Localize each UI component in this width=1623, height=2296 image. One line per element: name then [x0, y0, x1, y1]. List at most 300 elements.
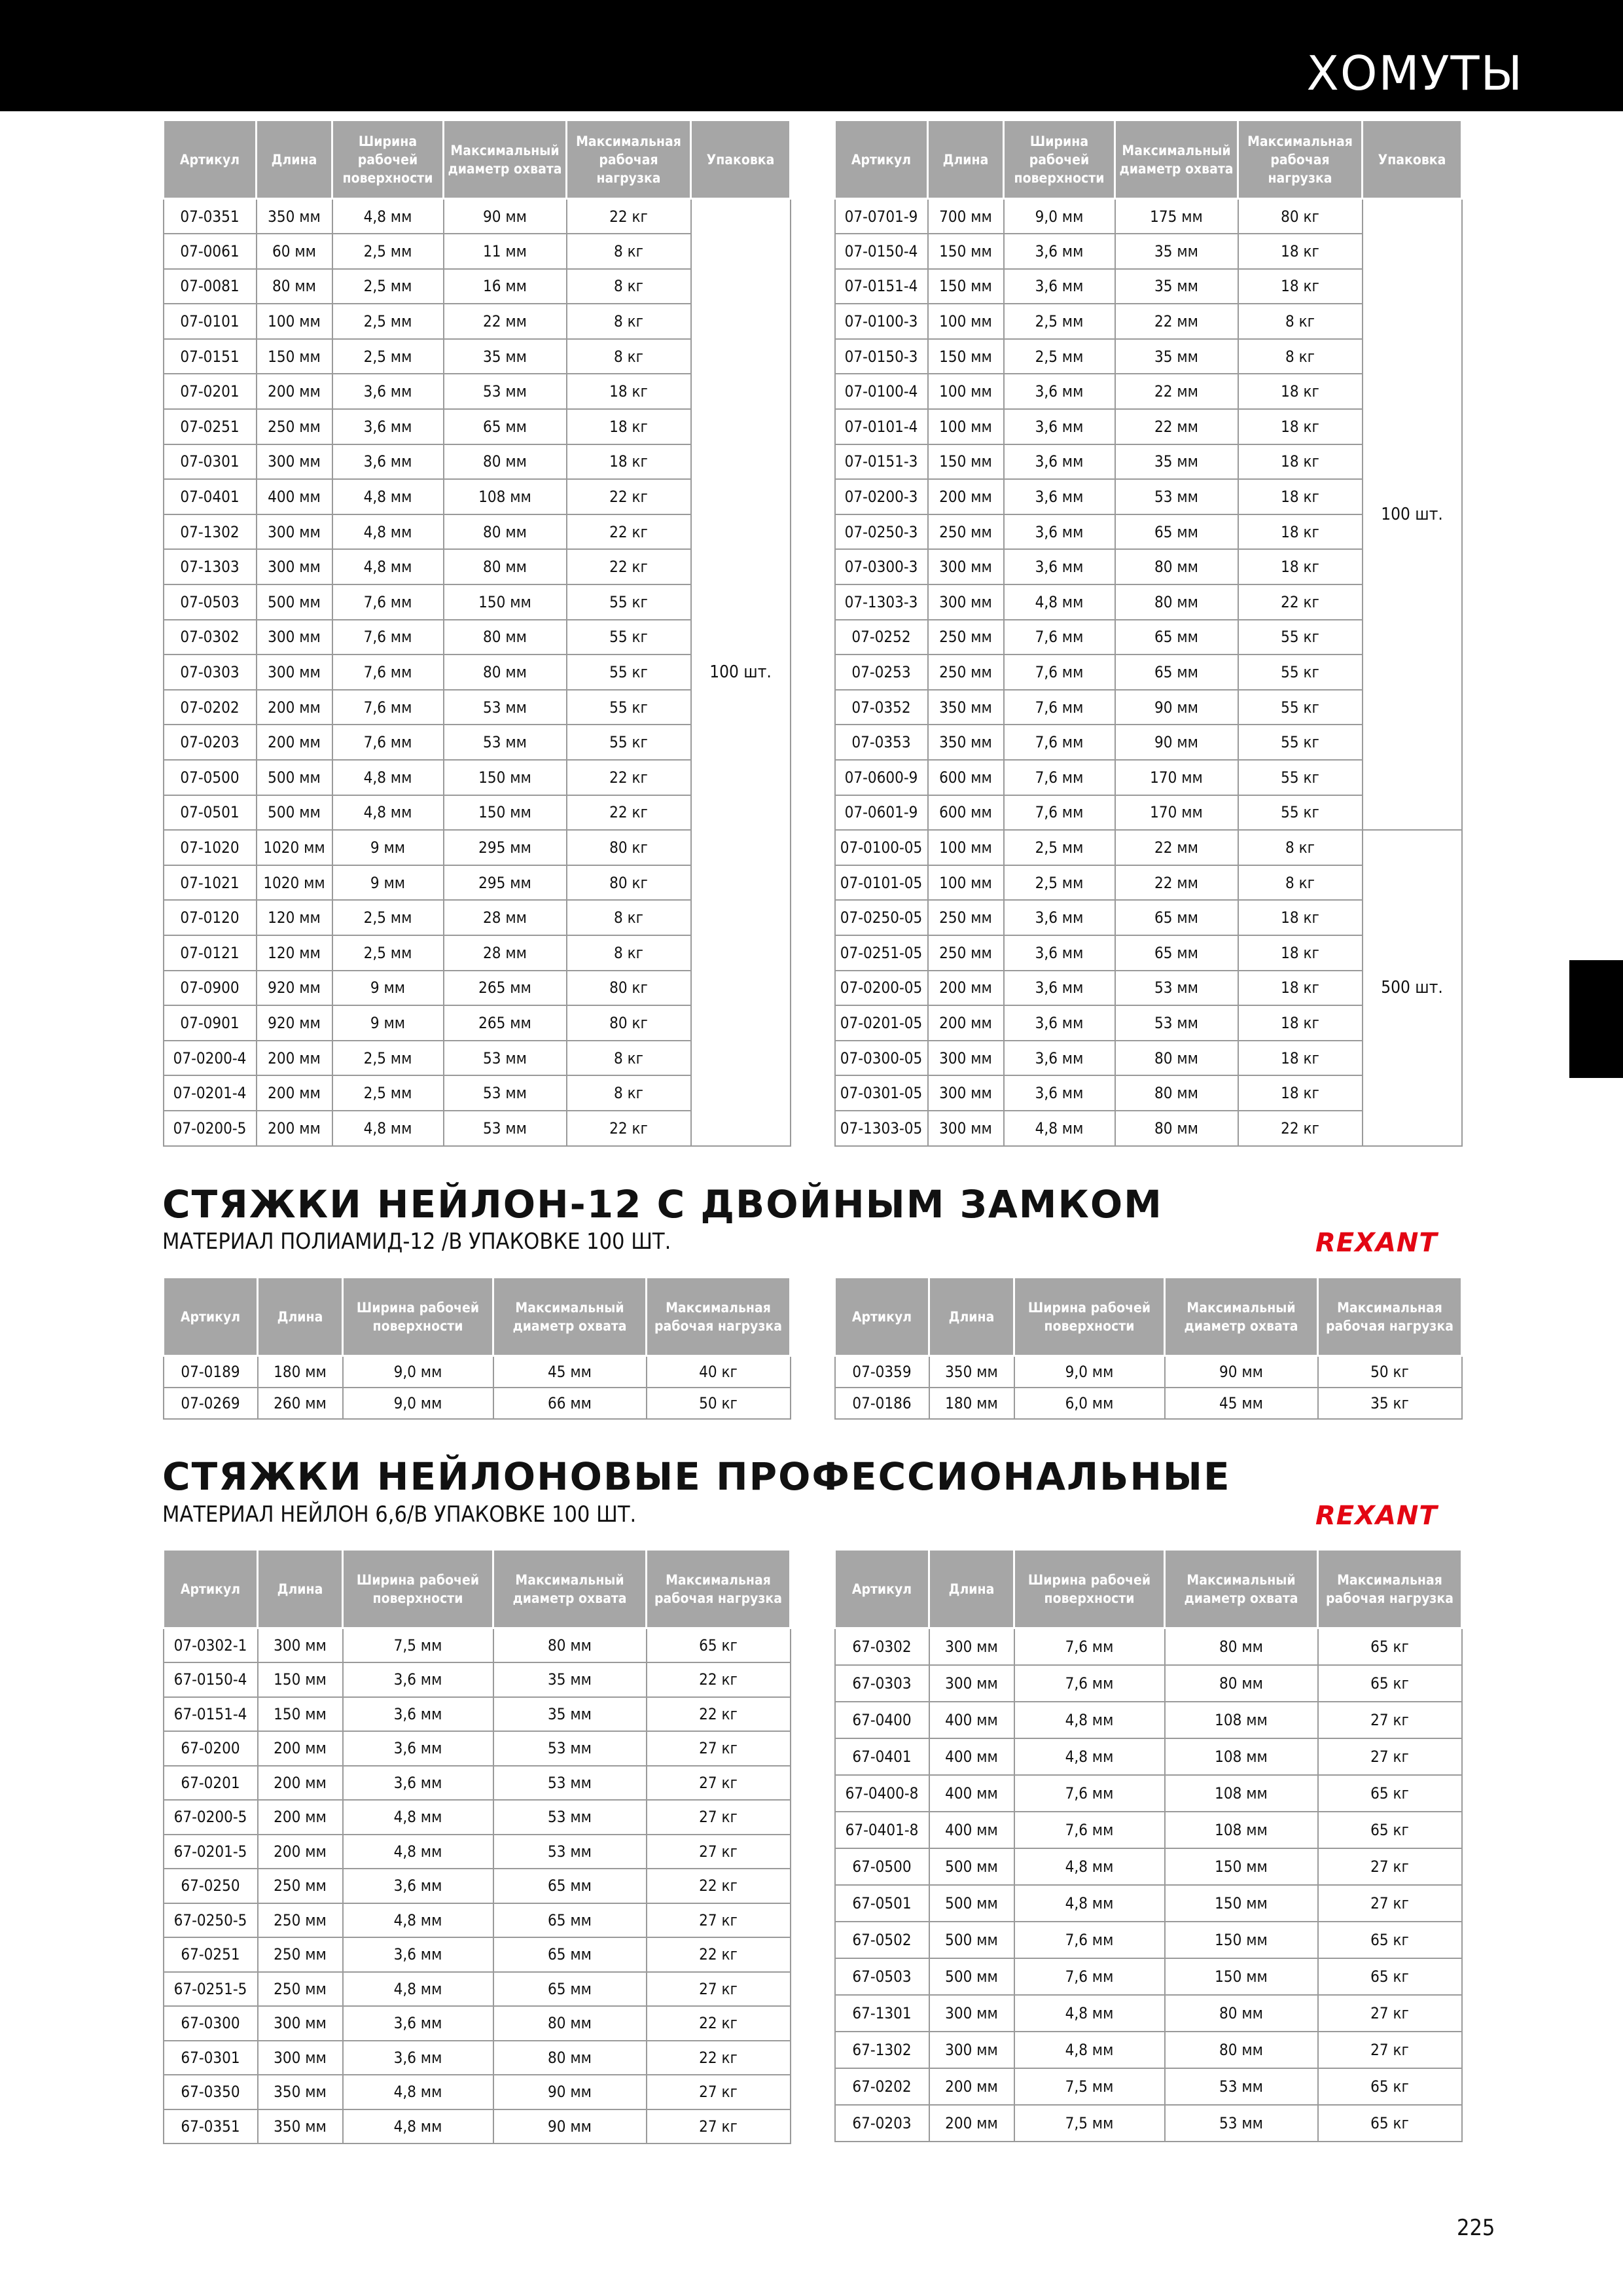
cell-article: 67-1301 — [835, 1995, 929, 2032]
cell-diameter: 175 мм — [1115, 199, 1238, 234]
cell-load: 22 кг — [1238, 1111, 1363, 1146]
cell-length: 200 мм — [257, 374, 332, 409]
cell-length: 250 мм — [258, 1972, 343, 2007]
cell-width: 7,6 мм — [1004, 760, 1115, 795]
cell-length: 150 мм — [928, 269, 1004, 304]
cell-article: 07-1303 — [164, 549, 257, 584]
cell-article: 07-0500 — [164, 760, 257, 795]
table-row — [835, 1665, 1462, 1702]
table-row — [835, 1356, 1462, 1388]
cell-diameter: 80 мм — [444, 514, 567, 550]
cell-width: 7,6 мм — [1004, 620, 1115, 655]
cell-article: 07-0151 — [164, 339, 257, 374]
cell-width: 3,6 мм — [1004, 269, 1115, 304]
cell-length: 250 мм — [258, 1869, 343, 1903]
cell-article: 07-0252 — [835, 620, 928, 655]
cell-diameter: 53 мм — [493, 1766, 647, 1801]
cell-width: 7,6 мм — [1014, 1958, 1165, 1995]
cell-article: 07-0352 — [835, 690, 928, 725]
cell-width: 7,6 мм — [1014, 1665, 1165, 1702]
header-length: Длина — [929, 1550, 1014, 1628]
cell-width: 3,6 мм — [332, 374, 444, 409]
cell-length: 200 мм — [928, 1005, 1004, 1041]
cell-width: 2,5 мм — [1004, 304, 1115, 339]
cell-length: 500 мм — [929, 1848, 1014, 1885]
cell-length: 200 мм — [257, 690, 332, 725]
cell-article: 07-0101 — [164, 304, 257, 339]
cell-length: 100 мм — [928, 865, 1004, 901]
cell-length: 350 мм — [929, 1356, 1014, 1388]
cell-article: 07-0151-3 — [835, 444, 928, 480]
table-row — [835, 2105, 1462, 2142]
cell-length: 300 мм — [929, 2032, 1014, 2068]
cell-diameter: 53 мм — [493, 1835, 647, 1869]
cell-article: 07-0253 — [835, 655, 928, 690]
cell-length: 400 мм — [929, 1738, 1014, 1775]
table-row — [164, 2006, 791, 2041]
cell-diameter: 170 мм — [1115, 795, 1238, 831]
cell-length: 500 мм — [257, 795, 332, 831]
cell-length: 300 мм — [258, 2041, 343, 2075]
cell-article: 07-0121 — [164, 935, 257, 971]
cell-width: 6,0 мм — [1014, 1388, 1165, 1419]
cell-load: 8 кг — [1238, 830, 1363, 865]
cell-load: 18 кг — [1238, 1075, 1363, 1111]
cell-diameter: 11 мм — [444, 234, 567, 269]
cell-width: 4,8 мм — [1014, 1848, 1165, 1885]
cell-diameter: 53 мм — [1115, 479, 1238, 514]
table-row — [164, 1731, 791, 1766]
cell-load: 55 кг — [1238, 760, 1363, 795]
cell-diameter: 53 мм — [444, 1111, 567, 1146]
cell-article: 07-0101-05 — [835, 865, 928, 901]
cell-diameter: 265 мм — [444, 971, 567, 1006]
cell-diameter: 90 мм — [1165, 1356, 1318, 1388]
cell-length: 500 мм — [929, 1885, 1014, 1922]
cell-diameter: 80 мм — [444, 620, 567, 655]
cell-diameter: 80 мм — [1115, 549, 1238, 584]
cell-length: 100 мм — [257, 304, 332, 339]
cell-diameter: 108 мм — [1165, 1812, 1318, 1848]
cell-load: 22 кг — [647, 2041, 791, 2075]
cell-width: 7,6 мм — [332, 655, 444, 690]
cell-load: 55 кг — [1238, 690, 1363, 725]
cell-width: 4,8 мм — [332, 795, 444, 831]
cell-load: 22 кг — [567, 199, 691, 234]
cell-diameter: 295 мм — [444, 865, 567, 901]
cell-length: 150 мм — [258, 1662, 343, 1697]
cell-length: 500 мм — [929, 1958, 1014, 1995]
cell-diameter: 150 мм — [1165, 1885, 1318, 1922]
table-row — [835, 1702, 1462, 1738]
cell-diameter: 90 мм — [1115, 690, 1238, 725]
header-diameter: Максимальный диаметр охвата — [1115, 120, 1238, 199]
cell-diameter: 28 мм — [444, 900, 567, 935]
cell-load: 18 кг — [1238, 549, 1363, 584]
header-width: Ширина рабочей поверхности — [343, 1550, 493, 1628]
cell-diameter: 108 мм — [1165, 1702, 1318, 1738]
cell-length: 350 мм — [928, 725, 1004, 760]
section-side-tab — [1569, 960, 1623, 1078]
header-pack: Упаковка — [1363, 120, 1462, 199]
cell-length: 200 мм — [257, 1075, 332, 1111]
cell-width: 2,5 мм — [1004, 865, 1115, 901]
cell-load: 65 кг — [1318, 2068, 1462, 2105]
cell-length: 80 мм — [257, 269, 332, 304]
table-row — [164, 199, 791, 234]
cell-diameter: 53 мм — [493, 1800, 647, 1835]
cell-width: 9,0 мм — [343, 1388, 493, 1419]
cell-diameter: 35 мм — [1115, 339, 1238, 374]
double-lock-table-left — [162, 1276, 791, 1420]
cell-length: 300 мм — [928, 1041, 1004, 1076]
header-article: Артикул — [835, 1278, 929, 1356]
cell-diameter: 53 мм — [1115, 1005, 1238, 1041]
cell-diameter: 66 мм — [493, 1388, 647, 1419]
cell-width: 3,6 мм — [1004, 1075, 1115, 1111]
cell-diameter: 108 мм — [1165, 1738, 1318, 1775]
cell-article: 67-0401-8 — [835, 1812, 929, 1848]
cell-length: 150 мм — [258, 1697, 343, 1732]
cell-load: 22 кг — [567, 549, 691, 584]
cell-diameter: 53 мм — [1165, 2105, 1318, 2142]
cell-diameter: 80 мм — [444, 549, 567, 584]
cell-width: 3,6 мм — [1004, 900, 1115, 935]
cell-article: 07-0201 — [164, 374, 257, 409]
cell-diameter: 35 мм — [1115, 234, 1238, 269]
cell-load: 80 кг — [567, 971, 691, 1006]
professional-table-right — [834, 1549, 1463, 2142]
cell-article: 67-0251 — [164, 1937, 258, 1972]
cell-diameter: 35 мм — [493, 1662, 647, 1697]
cell-diameter: 22 мм — [1115, 409, 1238, 444]
cell-width: 4,8 мм — [332, 514, 444, 550]
cell-length: 500 мм — [257, 760, 332, 795]
table-row — [835, 1922, 1462, 1958]
cell-article: 67-0350 — [164, 2075, 258, 2109]
cell-length: 300 мм — [928, 1111, 1004, 1146]
cell-length: 350 мм — [257, 199, 332, 234]
cell-load: 27 кг — [647, 1800, 791, 1835]
cell-diameter: 35 мм — [493, 1697, 647, 1732]
cell-length: 250 мм — [928, 514, 1004, 550]
cell-length: 200 мм — [257, 725, 332, 760]
cell-diameter: 80 мм — [493, 2041, 647, 2075]
header-load: Максимальная рабочая нагрузка — [567, 120, 691, 199]
cell-article: 07-0101-4 — [835, 409, 928, 444]
table-row — [164, 2041, 791, 2075]
cell-load: 18 кг — [1238, 1005, 1363, 1041]
cell-width: 4,8 мм — [343, 1835, 493, 1869]
cell-load: 65 кг — [647, 1628, 791, 1663]
cell-width: 2,5 мм — [332, 304, 444, 339]
cell-article: 07-0701-9 — [835, 199, 928, 234]
cell-load: 27 кг — [1318, 2032, 1462, 2068]
header-load: Максимальная рабочая нагрузка — [1238, 120, 1363, 199]
cell-diameter: 80 мм — [1165, 1628, 1318, 1665]
cell-width: 2,5 мм — [332, 339, 444, 374]
cell-article: 67-0400-8 — [835, 1775, 929, 1812]
table-row — [164, 2075, 791, 2109]
cell-width: 9,0 мм — [1014, 1356, 1165, 1388]
cell-length: 1020 мм — [257, 830, 332, 865]
cell-length: 350 мм — [258, 2075, 343, 2109]
cell-load: 22 кг — [567, 760, 691, 795]
double-lock-table-right — [834, 1276, 1463, 1420]
cell-length: 250 мм — [928, 655, 1004, 690]
cell-article: 07-0061 — [164, 234, 257, 269]
cell-load: 8 кг — [567, 900, 691, 935]
table-row — [164, 1766, 791, 1801]
cell-length: 400 мм — [929, 1812, 1014, 1848]
cell-diameter: 53 мм — [493, 1731, 647, 1766]
cell-width: 7,5 мм — [1014, 2068, 1165, 2105]
header-diameter: Максимальный диаметр охвата — [1165, 1278, 1318, 1356]
cell-article: 67-0201 — [164, 1766, 258, 1801]
cell-article: 07-0202 — [164, 690, 257, 725]
cell-load: 50 кг — [647, 1388, 791, 1419]
header-length: Длина — [257, 120, 332, 199]
cell-load: 65 кг — [1318, 1922, 1462, 1958]
cell-load: 22 кг — [567, 795, 691, 831]
cell-length: 1020 мм — [257, 865, 332, 901]
cell-diameter: 170 мм — [1115, 760, 1238, 795]
cell-load: 18 кг — [1238, 514, 1363, 550]
cell-article: 67-0400 — [835, 1702, 929, 1738]
cell-load: 22 кг — [567, 514, 691, 550]
cell-width: 4,8 мм — [1014, 1702, 1165, 1738]
cell-article: 67-0502 — [835, 1922, 929, 1958]
table-row — [164, 1662, 791, 1697]
cell-diameter: 35 мм — [1115, 444, 1238, 480]
table-row — [164, 1697, 791, 1732]
cell-load: 27 кг — [1318, 1738, 1462, 1775]
header-width: Ширина рабочей поверхности — [1014, 1278, 1165, 1356]
cell-load: 27 кг — [1318, 1702, 1462, 1738]
cell-width: 4,8 мм — [343, 1800, 493, 1835]
cell-load: 18 кг — [1238, 444, 1363, 480]
cell-width: 2,5 мм — [332, 935, 444, 971]
cell-diameter: 265 мм — [444, 1005, 567, 1041]
table-row — [164, 2109, 791, 2144]
cell-diameter: 80 мм — [1115, 1041, 1238, 1076]
header-article: Артикул — [164, 1278, 258, 1356]
cell-article: 07-1303-05 — [835, 1111, 928, 1146]
cell-width: 4,8 мм — [332, 1111, 444, 1146]
cell-length: 920 мм — [257, 1005, 332, 1041]
cell-width: 7,6 мм — [332, 690, 444, 725]
cell-width: 7,6 мм — [1014, 1628, 1165, 1665]
cell-width: 4,8 мм — [1014, 1738, 1165, 1775]
cell-load: 40 кг — [647, 1356, 791, 1388]
header-diameter: Максимальный диаметр охвата — [493, 1550, 647, 1628]
cell-length: 400 мм — [257, 479, 332, 514]
cell-article: 07-0203 — [164, 725, 257, 760]
cell-diameter: 22 мм — [1115, 865, 1238, 901]
cell-article: 67-0500 — [835, 1848, 929, 1885]
cell-load: 65 кг — [1318, 1812, 1462, 1848]
cell-load: 55 кг — [567, 725, 691, 760]
cell-load: 22 кг — [647, 1937, 791, 1972]
cell-width: 4,8 мм — [343, 2075, 493, 2109]
cell-load: 55 кг — [1238, 655, 1363, 690]
cell-length: 300 мм — [257, 655, 332, 690]
cell-length: 200 мм — [928, 479, 1004, 514]
cell-width: 3,6 мм — [1004, 1005, 1115, 1041]
cell-width: 2,5 мм — [1004, 339, 1115, 374]
cell-load: 27 кг — [1318, 1885, 1462, 1922]
cell-article: 07-0901 — [164, 1005, 257, 1041]
cell-article: 67-0501 — [835, 1885, 929, 1922]
cell-load: 80 кг — [567, 1005, 691, 1041]
cell-diameter: 80 мм — [1165, 2032, 1318, 2068]
table-row — [835, 1812, 1462, 1848]
cell-load: 27 кг — [647, 1731, 791, 1766]
cell-load: 55 кг — [567, 655, 691, 690]
cell-diameter: 53 мм — [444, 690, 567, 725]
cell-diameter: 65 мм — [1115, 620, 1238, 655]
cell-load: 8 кг — [567, 304, 691, 339]
cell-article: 67-0302 — [835, 1628, 929, 1665]
cell-diameter: 65 мм — [1115, 935, 1238, 971]
cell-width: 7,6 мм — [1004, 655, 1115, 690]
rexant-logo-2: REXANT — [1315, 1501, 1438, 1531]
cell-article: 07-0301 — [164, 444, 257, 480]
cell-width: 3,6 мм — [343, 1697, 493, 1732]
cell-width: 3,6 мм — [332, 409, 444, 444]
cell-diameter: 150 мм — [444, 584, 567, 620]
cell-article: 07-0359 — [835, 1356, 929, 1388]
cell-article: 07-0100-4 — [835, 374, 928, 409]
cell-length: 200 мм — [929, 2105, 1014, 2142]
cell-diameter: 35 мм — [1115, 269, 1238, 304]
professional-title: СТЯЖКИ НЕЙЛОНОВЫЕ ПРОФЕССИОНАЛЬНЫЕ — [162, 1454, 1231, 1499]
cell-width: 4,8 мм — [1004, 584, 1115, 620]
cell-diameter: 150 мм — [444, 760, 567, 795]
cell-width: 3,6 мм — [1004, 374, 1115, 409]
cell-diameter: 65 мм — [444, 409, 567, 444]
header-article: Артикул — [835, 120, 928, 199]
cell-article: 67-0301 — [164, 2041, 258, 2075]
cell-article: 07-0186 — [835, 1388, 929, 1419]
cell-load: 8 кг — [1238, 865, 1363, 901]
cell-load: 18 кг — [1238, 971, 1363, 1006]
cell-article: 07-0251-05 — [835, 935, 928, 971]
cell-load: 22 кг — [647, 2006, 791, 2041]
professional-table-left — [162, 1549, 791, 2144]
cell-article: 07-0201-05 — [835, 1005, 928, 1041]
table-row — [164, 1869, 791, 1903]
cell-width: 3,6 мм — [1004, 479, 1115, 514]
cell-diameter: 80 мм — [444, 655, 567, 690]
cell-article: 07-0200-5 — [164, 1111, 257, 1146]
cell-width: 4,8 мм — [343, 1903, 493, 1938]
cell-length: 260 мм — [258, 1388, 343, 1419]
cell-width: 7,6 мм — [332, 725, 444, 760]
cell-article: 67-0203 — [835, 2105, 929, 2142]
header-load: Максимальная рабочая нагрузка — [647, 1278, 791, 1356]
table-row — [164, 1972, 791, 2007]
cell-article: 07-0900 — [164, 971, 257, 1006]
cell-width: 4,8 мм — [1004, 1111, 1115, 1146]
cell-length: 500 мм — [929, 1922, 1014, 1958]
header-length: Длина — [928, 120, 1004, 199]
cell-length: 300 мм — [257, 514, 332, 550]
cell-diameter: 80 мм — [444, 444, 567, 480]
clamps-table-right — [834, 119, 1463, 1147]
cell-width: 3,6 мм — [343, 1662, 493, 1697]
page-title: ХОМУТЫ — [1306, 46, 1524, 101]
cell-diameter: 65 мм — [493, 1903, 647, 1938]
cell-diameter: 65 мм — [1115, 900, 1238, 935]
cell-load: 8 кг — [567, 935, 691, 971]
cell-width: 3,6 мм — [343, 1766, 493, 1801]
cell-length: 300 мм — [929, 1628, 1014, 1665]
cell-diameter: 150 мм — [1165, 1922, 1318, 1958]
cell-diameter: 150 мм — [1165, 1958, 1318, 1995]
cell-article: 67-0303 — [835, 1665, 929, 1702]
cell-width: 7,6 мм — [1014, 1922, 1165, 1958]
cell-diameter: 150 мм — [444, 795, 567, 831]
cell-load: 8 кг — [567, 339, 691, 374]
table-row — [164, 1628, 791, 1663]
cell-width: 3,6 мм — [1004, 971, 1115, 1006]
cell-width: 3,6 мм — [1004, 1041, 1115, 1076]
cell-diameter: 90 мм — [444, 199, 567, 234]
cell-diameter: 150 мм — [1165, 1848, 1318, 1885]
cell-article: 07-0401 — [164, 479, 257, 514]
cell-load: 65 кг — [1318, 1665, 1462, 1702]
cell-length: 500 мм — [257, 584, 332, 620]
cell-load: 55 кг — [567, 620, 691, 655]
cell-diameter: 53 мм — [444, 1075, 567, 1111]
cell-length: 200 мм — [929, 2068, 1014, 2105]
header-load: Максимальная рабочая нагрузка — [647, 1550, 791, 1628]
cell-load: 65 кг — [1318, 1958, 1462, 1995]
header-length: Длина — [929, 1278, 1014, 1356]
cell-load: 8 кг — [1238, 304, 1363, 339]
cell-width: 4,8 мм — [332, 760, 444, 795]
cell-length: 200 мм — [258, 1800, 343, 1835]
header-length: Длина — [258, 1278, 343, 1356]
cell-article: 67-0503 — [835, 1958, 929, 1995]
cell-load: 27 кг — [647, 1835, 791, 1869]
cell-load: 22 кг — [647, 1869, 791, 1903]
cell-width: 2,5 мм — [332, 1075, 444, 1111]
table-row — [164, 1800, 791, 1835]
cell-load: 65 кг — [1318, 1775, 1462, 1812]
header-diameter: Максимальный диаметр охвата — [444, 120, 567, 199]
table-row — [835, 1388, 1462, 1419]
cell-article: 07-0200-4 — [164, 1041, 257, 1076]
cell-diameter: 53 мм — [1165, 2068, 1318, 2105]
cell-length: 200 мм — [258, 1731, 343, 1766]
cell-length: 250 мм — [257, 409, 332, 444]
cell-diameter: 65 мм — [493, 1937, 647, 1972]
cell-article: 07-0300-05 — [835, 1041, 928, 1076]
cell-length: 150 мм — [928, 234, 1004, 269]
cell-width: 3,6 мм — [1004, 409, 1115, 444]
cell-article: 67-0401 — [835, 1738, 929, 1775]
cell-article: 67-1302 — [835, 2032, 929, 2068]
cell-length: 700 мм — [928, 199, 1004, 234]
cell-length: 920 мм — [257, 971, 332, 1006]
header-width: Ширина рабочей поверхности — [332, 120, 444, 199]
cell-length: 300 мм — [257, 620, 332, 655]
cell-length: 100 мм — [928, 304, 1004, 339]
cell-load: 8 кг — [567, 234, 691, 269]
table-row — [164, 1835, 791, 1869]
